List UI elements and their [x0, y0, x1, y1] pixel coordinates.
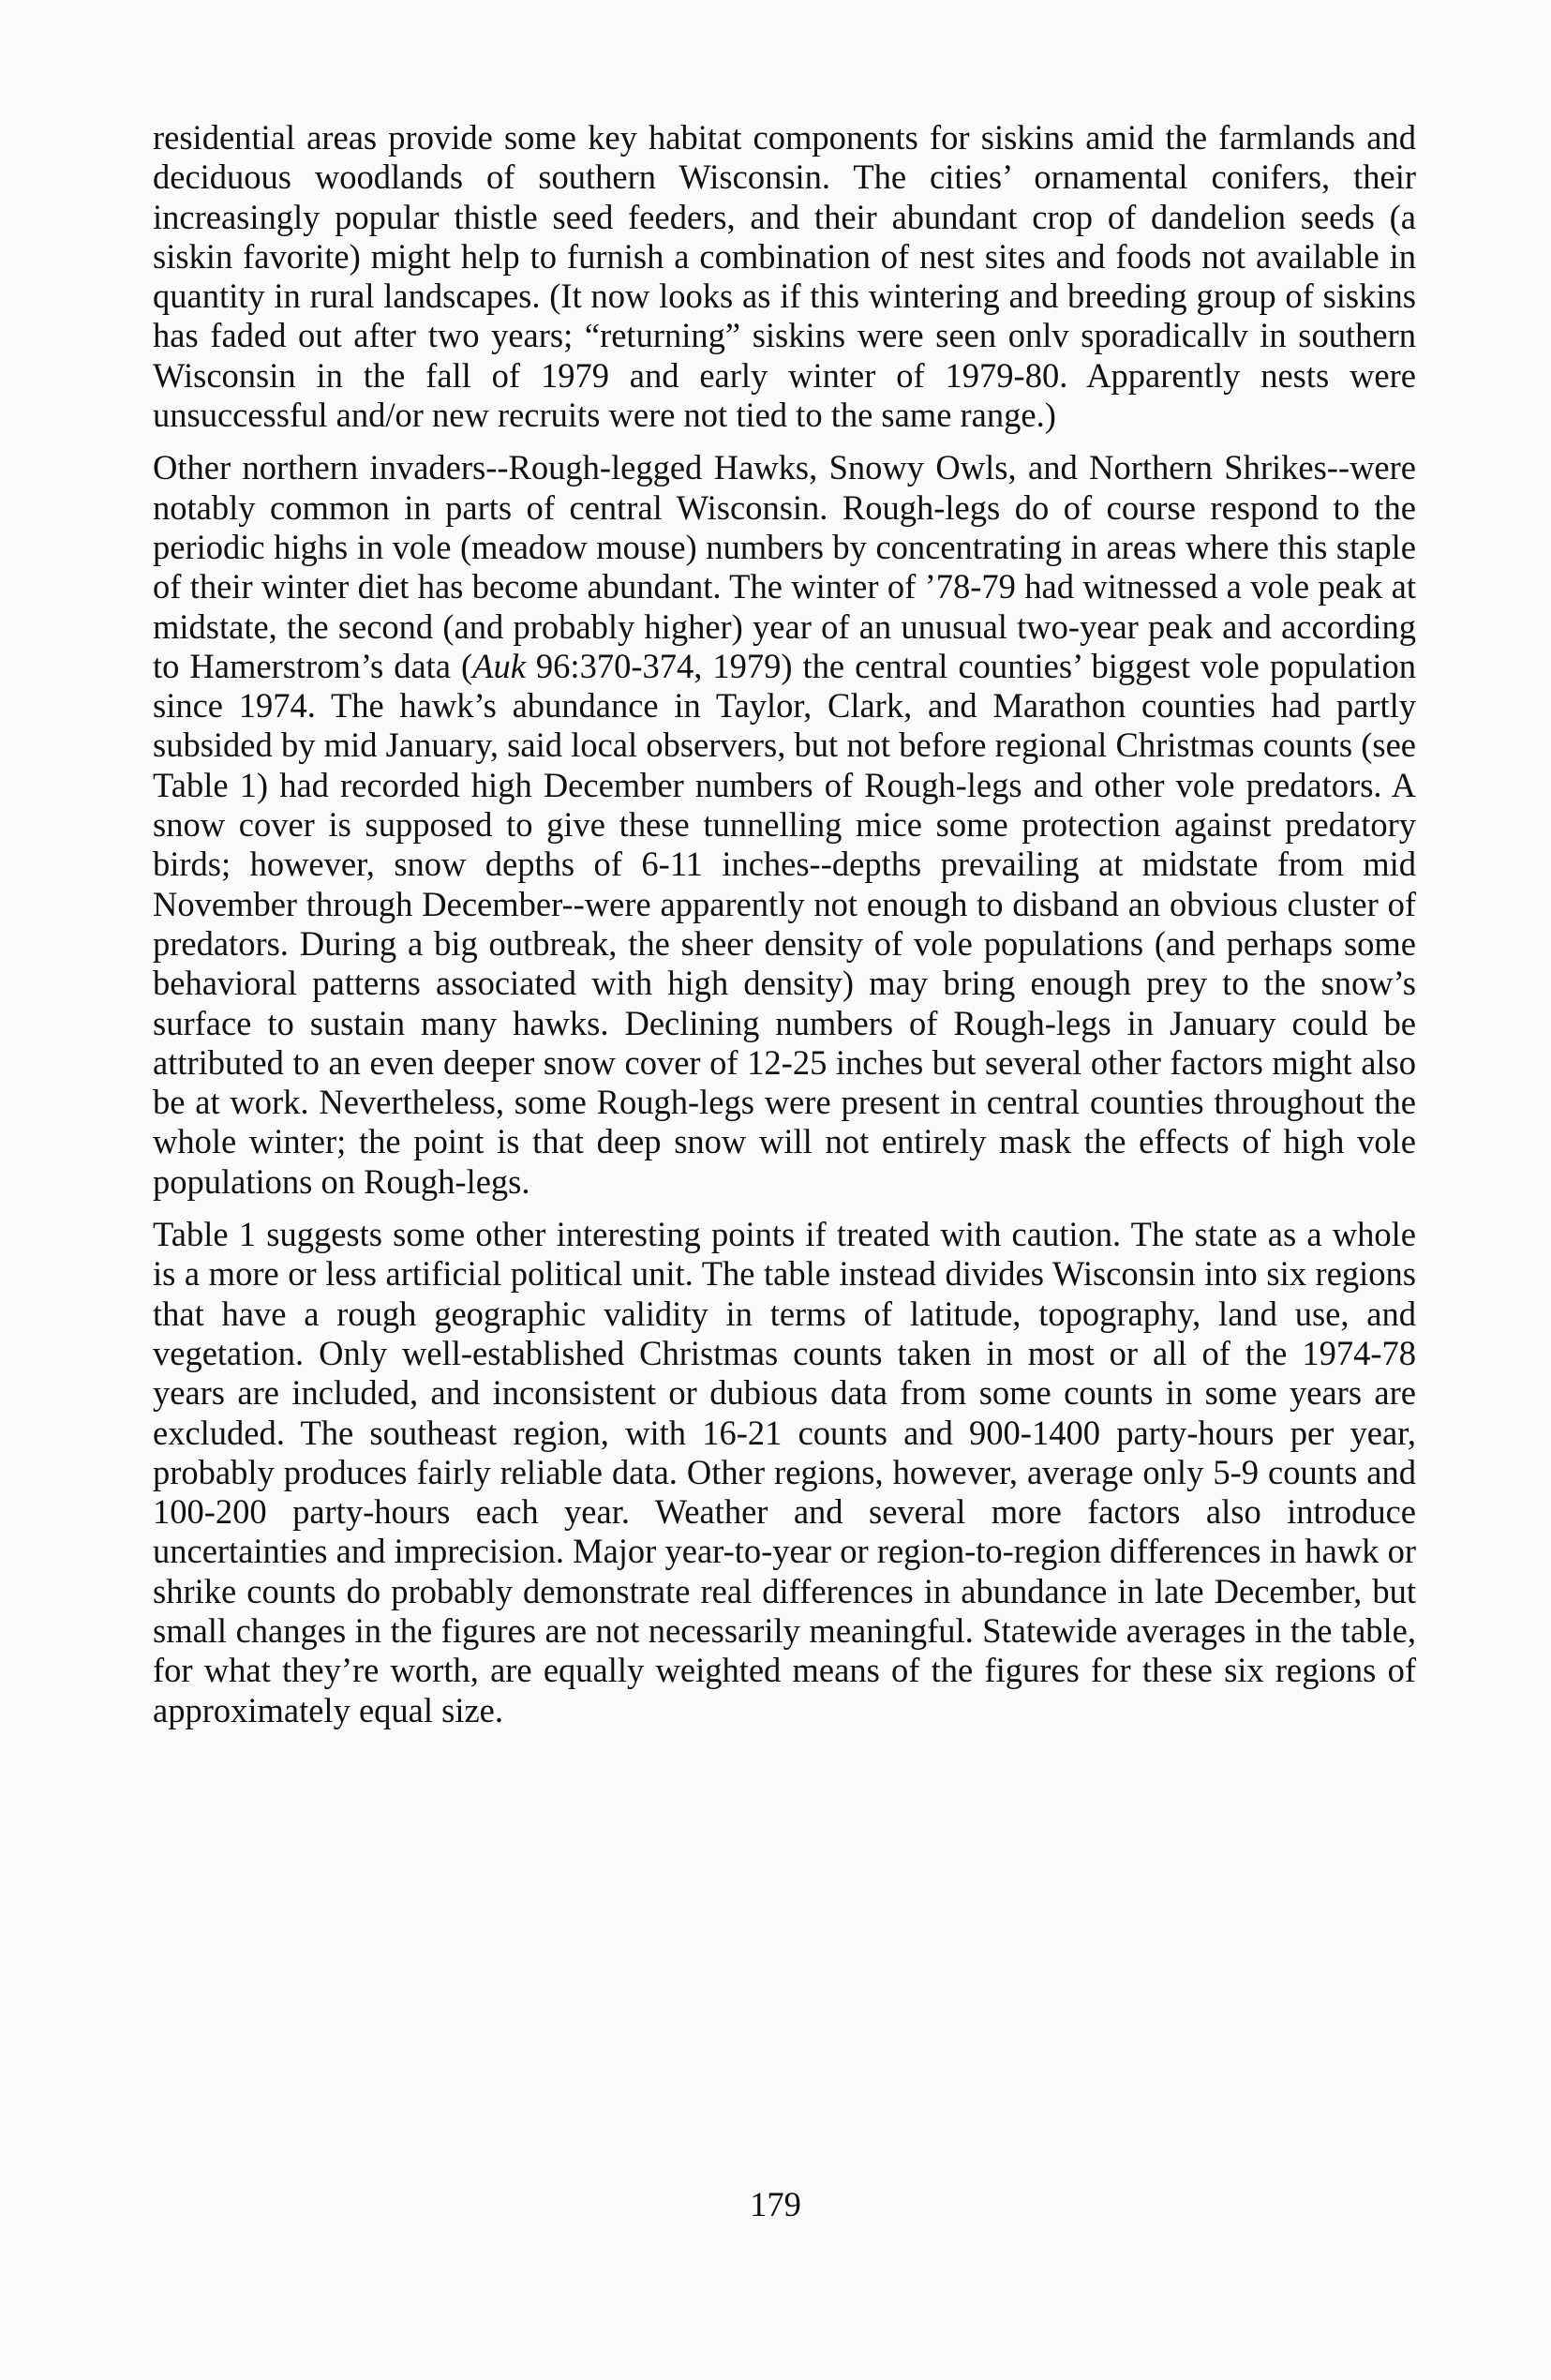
paragraph-invaders-text-b: 96:370-374, 1979) the central counties’ biggest vole population since 1974. The hawk’s abundance in Taylor, Clark, and Marathon counties had partly subsided by mid January, said local observers, but not before regional Christmas counts (see Table 1) had recorded high December numbers of Rough-legs and other vole predators. A snow cover is supposed to give these tunnelling mice some protection against predatory birds; however, snow depths of 6-11 inches--depths prevailing at midstate from mid November through December--were apparently not enough to disband an obvious cluster of predators. During a big outbreak, the sheer density of vole populations (and perhaps some behavioral patterns associated with high density) may bring enough prey to the snow’s surface to sustain many hawks. Declining numbers of Rough-legs in January could be attributed to an even deeper snow cover of 12-25 inches but several other factors might also be at work. Nevertheless, some Rough-legs were present in central counties throughout the whole winter; the point is that deep snow will not entirely mask the effects of high vole populations on Rough-legs. [153, 646, 1416, 1201]
paragraph-siskins [153, 118, 1416, 435]
paragraph-invaders-text-a: Other northern invaders--Rough-legged Hawks, Snowy Owls, and Northern Shrikes--were notably common in parts of central Wisconsin. Rough-legs do of course respond to the periodic highs in vole (meadow mouse) numbers by concentrating in areas where this staple of their winter diet has become abundant. The winter of ’78-79 had witnessed a vole peak at midstate, the second (and probably higher) year of an unusual two-year peak and according to Hamerstrom’s data ( [153, 448, 1416, 685]
page-number: 179 [750, 2185, 801, 2223]
paragraph-table-one [153, 1215, 1416, 1730]
journal-title-auk: Auk [472, 646, 526, 685]
paragraph-northern-invaders [153, 448, 1416, 1202]
body-text [153, 118, 1416, 1744]
paragraph-table-one-text: Table 1 suggests some other interesting points if treated with caution. The state as a whole is a more or less artificial political unit. The table instead divides Wisconsin into six regions that have a rough geographic validity in terms of latitude, topography, land use, and vegetation. Only well-established Christmas counts taken in most or all of the 1974-78 years are included, and inconsistent or dubious data from some counts in some years are excluded. The southeast region, with 16-21 counts and 900-1400 party-hours per year, probably produces fairly reliable data. Other regions, however, average only 5-9 counts and 100-200 party-hours each year. Weather and several more factors also introduce uncertainties and imprecision. Major year-to-year or region-to-region differences in hawk or shrike counts do probably demonstrate real differences in abundance in late December, but small changes in the figures are not necessarily meaningful. Statewide averages in the table, for what they’re worth, are equally weighted means of the figures for these six regions of approximately equal size. [153, 1215, 1416, 1729]
paragraph-siskins-text: residential areas provide some key habitat components for siskins amid the farmlands and deciduous woodlands of southern Wisconsin. The cities’ ornamental conifers, their increasingly popular thistle seed feeders, and their abundant crop of dandelion seeds (a siskin favorite) might help to furnish a combination of nest sites and foods not available in quantity in rural landscapes. (It now looks as if this wintering and breeding group of siskins has faded out after two years; “returning” siskins were seen onlv sporadicallv in southern Wisconsin in the fall of 1979 and early winter of 1979-80. Apparently nests were unsuccessful and/or new recruits were not tied to the same range.) [153, 118, 1416, 435]
